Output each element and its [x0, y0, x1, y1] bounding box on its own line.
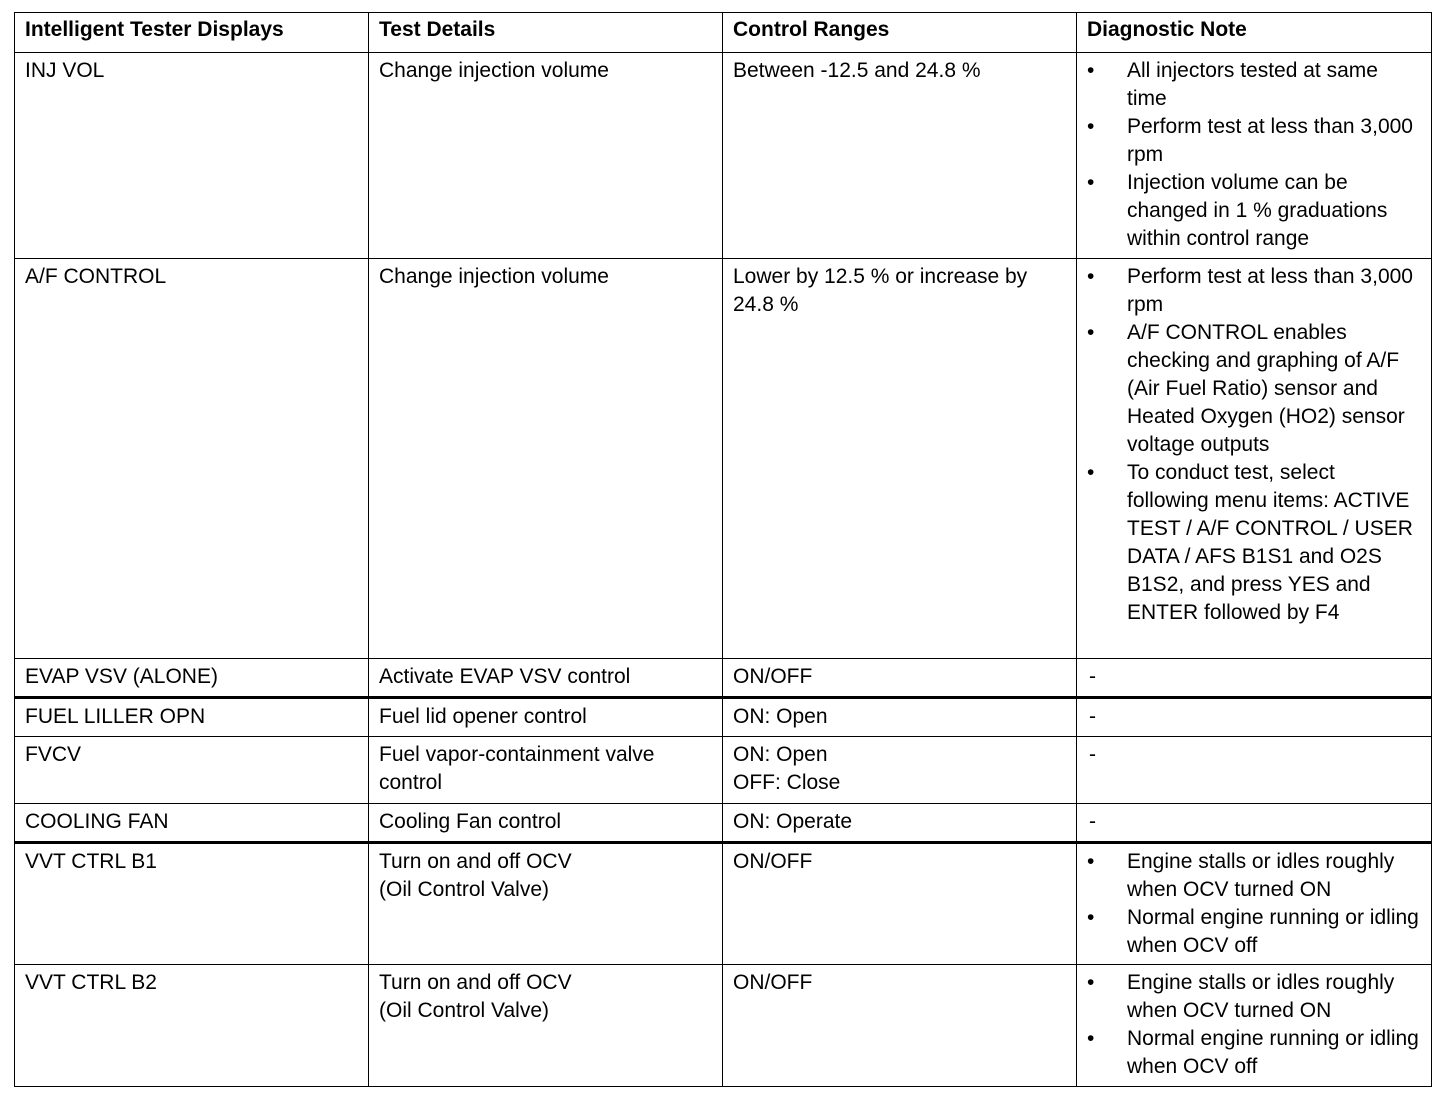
detail-line: Change injection volume [379, 265, 609, 288]
cell-test-details [369, 659, 723, 698]
cell-diagnostic-note [1077, 698, 1432, 737]
cell-display: VVT CTRL B2 [15, 965, 369, 1087]
note-list [1087, 57, 1421, 253]
cell-display: EVAP VSV (ALONE) [15, 659, 369, 698]
detail-line: Turn on and off OCV [379, 850, 572, 873]
range-line: ON: Open [733, 743, 828, 766]
table-row [15, 259, 1432, 659]
cell-test-details [369, 965, 723, 1087]
cell-display: VVT CTRL B1 [15, 843, 369, 965]
note-item [1087, 459, 1421, 627]
detail-line: (Oil Control Valve) [379, 878, 549, 901]
range-line: ON/OFF [733, 971, 813, 994]
note-item [1087, 904, 1421, 960]
header-control-ranges: Control Ranges [723, 13, 1077, 53]
note-list [1087, 969, 1421, 1081]
range-line: Lower by 12.5 % or increase by 24.8 % [733, 265, 1028, 316]
detail-line: Cooling Fan control [379, 810, 562, 833]
cell-control-range [723, 965, 1077, 1087]
note-item [1087, 113, 1421, 169]
note-text: To conduct test, select following menu items: ACTIVE TEST / A/F CONTROL / USER DATA / AFS B1S1 and O2S B1S2, and press YES and ENTER followed by F4 [1127, 461, 1413, 624]
note-item [1087, 263, 1421, 319]
bullet-icon: • [1087, 971, 1095, 994]
range-line: ON/OFF [733, 665, 813, 688]
cell-display: FUEL LILLER OPN [15, 698, 369, 737]
empty-note-dash: - [1089, 705, 1096, 728]
detail-line: Activate EVAP VSV control [379, 665, 631, 688]
cell-control-range [723, 659, 1077, 698]
table-row [15, 843, 1432, 965]
range-line: Between -12.5 and 24.8 % [733, 59, 981, 82]
note-item [1087, 57, 1421, 113]
note-item [1087, 319, 1421, 459]
cell-control-range [723, 737, 1077, 804]
note-text: Engine stalls or idles roughly when OCV turned ON [1127, 850, 1395, 901]
cell-test-details [369, 737, 723, 804]
cell-diagnostic-note [1077, 737, 1432, 804]
cell-control-range [723, 698, 1077, 737]
bullet-icon: • [1087, 171, 1095, 194]
cell-control-range [723, 259, 1077, 659]
cell-test-details [369, 53, 723, 259]
empty-note-dash: - [1089, 665, 1096, 688]
note-item [1087, 969, 1421, 1025]
detail-line: Fuel lid opener control [379, 705, 587, 728]
detail-line: Change injection volume [379, 59, 609, 82]
range-line: ON/OFF [733, 850, 813, 873]
header-test-details: Test Details [369, 13, 723, 53]
bullet-icon: • [1087, 461, 1095, 484]
range-line: ON: Operate [733, 810, 853, 833]
bullet-icon: • [1087, 906, 1095, 929]
note-text: Perform test at less than 3,000 rpm [1127, 265, 1413, 316]
cell-test-details [369, 259, 723, 659]
cell-display: INJ VOL [15, 53, 369, 259]
bullet-icon: • [1087, 59, 1095, 82]
range-line: OFF: Close [733, 771, 841, 794]
bullet-icon: • [1087, 850, 1095, 873]
note-text: Normal engine running or idling when OCV off [1127, 1027, 1419, 1078]
cell-diagnostic-note [1077, 53, 1432, 259]
cell-diagnostic-note [1077, 259, 1432, 659]
bullet-icon: • [1087, 1027, 1095, 1050]
note-item [1087, 848, 1421, 904]
detail-line: (Oil Control Valve) [379, 999, 549, 1022]
note-text: Engine stalls or idles roughly when OCV turned ON [1127, 971, 1395, 1022]
active-test-table [14, 12, 1432, 1087]
header-row [15, 13, 1432, 53]
cell-diagnostic-note [1077, 804, 1432, 843]
cell-control-range [723, 804, 1077, 843]
note-list [1087, 848, 1421, 960]
table-row [15, 804, 1432, 843]
note-item [1087, 1025, 1421, 1081]
cell-diagnostic-note [1077, 965, 1432, 1087]
header-diagnostic-note: Diagnostic Note [1077, 13, 1432, 53]
table-row [15, 659, 1432, 698]
bullet-icon: • [1087, 265, 1095, 288]
table-row [15, 53, 1432, 259]
note-text: Injection volume can be changed in 1 % graduations within control range [1127, 171, 1388, 250]
bullet-icon: • [1087, 115, 1095, 138]
cell-diagnostic-note [1077, 843, 1432, 965]
range-line: ON: Open [733, 705, 828, 728]
note-list [1087, 263, 1421, 627]
note-text: Normal engine running or idling when OCV off [1127, 906, 1419, 957]
cell-control-range [723, 53, 1077, 259]
bullet-icon: • [1087, 321, 1095, 344]
empty-note-dash: - [1089, 810, 1096, 833]
cell-control-range [723, 843, 1077, 965]
cell-test-details [369, 843, 723, 965]
note-item [1087, 169, 1421, 253]
table-row [15, 737, 1432, 804]
table-row [15, 698, 1432, 737]
note-text: Perform test at less than 3,000 rpm [1127, 115, 1413, 166]
cell-display: COOLING FAN [15, 804, 369, 843]
cell-test-details [369, 804, 723, 843]
table-body [15, 53, 1432, 1087]
empty-note-dash: - [1089, 743, 1096, 766]
header-displays: Intelligent Tester Displays [15, 13, 369, 53]
cell-display: FVCV [15, 737, 369, 804]
cell-diagnostic-note [1077, 659, 1432, 698]
cell-test-details [369, 698, 723, 737]
table-row [15, 965, 1432, 1087]
note-text: All injectors tested at same time [1127, 59, 1378, 110]
detail-line: Fuel vapor-containment valve control [379, 743, 655, 794]
cell-display: A/F CONTROL [15, 259, 369, 659]
detail-line: Turn on and off OCV [379, 971, 572, 994]
note-text: A/F CONTROL enables checking and graphing of A/F (Air Fuel Ratio) sensor and Heated Oxygen (HO2) sensor voltage outputs [1127, 321, 1405, 456]
